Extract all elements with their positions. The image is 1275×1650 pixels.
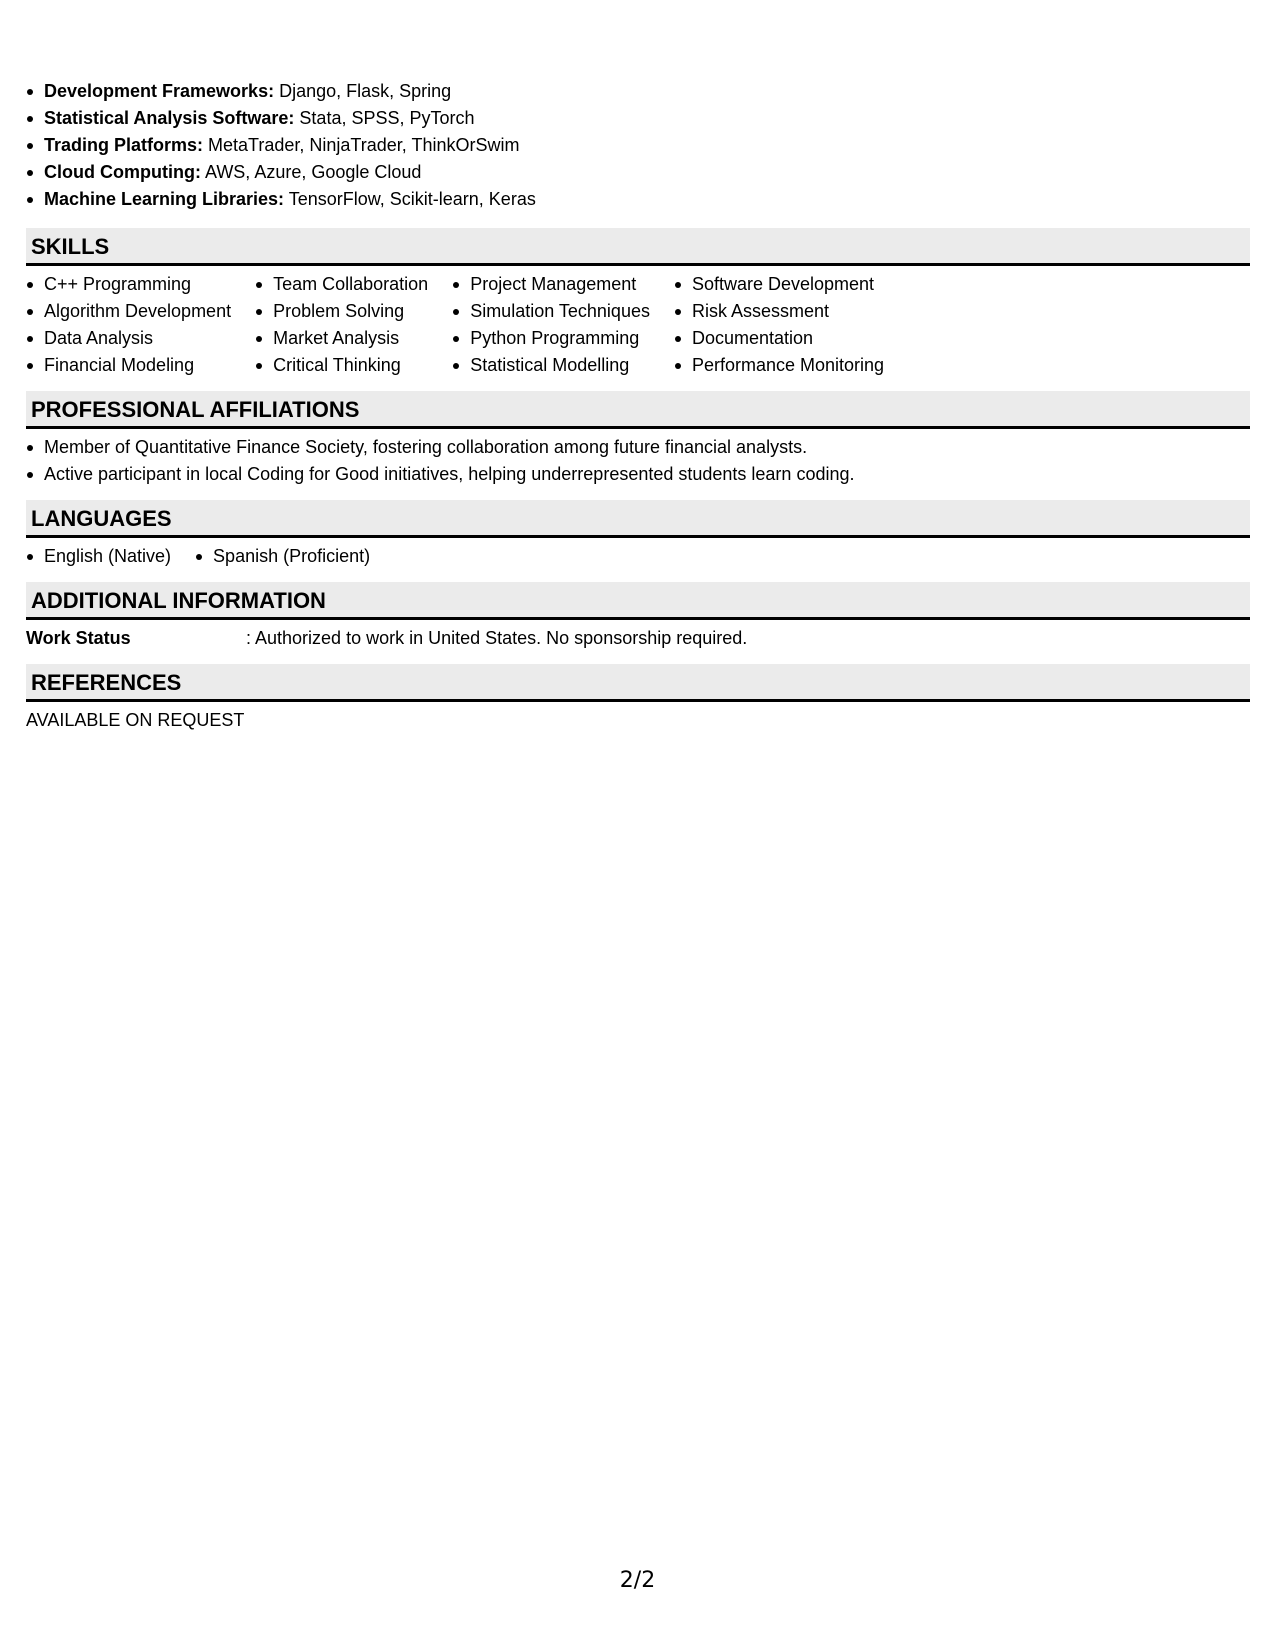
list-item: C++ Programming	[26, 271, 231, 298]
list-item: Statistical Modelling	[452, 352, 650, 379]
references-section	[26, 664, 1250, 734]
additional-info-section	[26, 582, 1250, 652]
list-item: Project Management	[452, 271, 650, 298]
list-item	[26, 78, 1250, 105]
list-item: Algorithm Development	[26, 298, 231, 325]
tech-label: Trading Platforms:	[44, 135, 204, 155]
list-item: Python Programming	[452, 325, 650, 352]
list-item: Critical Thinking	[255, 352, 428, 379]
list-item: Market Analysis	[255, 325, 428, 352]
affiliations-section	[26, 391, 1250, 488]
skills-column	[26, 271, 231, 379]
list-item: Problem Solving	[255, 298, 428, 325]
skills-section	[26, 228, 1250, 379]
tech-value: Django, Flask, Spring	[274, 81, 452, 101]
list-item	[26, 105, 1250, 132]
list-item	[26, 132, 1250, 159]
work-status-value: : Authorized to work in United States. No sponsorship required.	[246, 628, 748, 648]
list-item: Software Development	[674, 271, 884, 298]
affiliations-list	[26, 434, 1250, 488]
skills-column	[674, 271, 884, 379]
tech-label: Development Frameworks:	[44, 81, 275, 101]
list-item: Data Analysis	[26, 325, 231, 352]
tech-value: Stata, SPSS, PyTorch	[294, 108, 475, 128]
list-item	[26, 186, 1250, 213]
tech-value: AWS, Azure, Google Cloud	[200, 162, 422, 182]
work-status-row	[26, 625, 1250, 652]
section-title: PROFESSIONAL AFFILIATIONS	[26, 391, 1250, 429]
list-item: English (Native)	[26, 543, 171, 570]
section-title: REFERENCES	[26, 664, 1250, 702]
tech-label: Statistical Analysis Software:	[44, 108, 295, 128]
list-item	[26, 159, 1250, 186]
work-status-label: Work Status	[26, 628, 131, 648]
page-number: 2/2	[619, 1568, 656, 1593]
section-title: LANGUAGES	[26, 500, 1250, 538]
resume-page	[26, 78, 1250, 746]
tech-label: Cloud Computing:	[44, 162, 201, 182]
tech-value: TensorFlow, Scikit-learn, Keras	[284, 189, 536, 209]
languages-section	[26, 500, 1250, 570]
list-item: Risk Assessment	[674, 298, 884, 325]
references-text: AVAILABLE ON REQUEST	[26, 710, 245, 730]
skills-column	[452, 271, 650, 379]
list-item: Documentation	[674, 325, 884, 352]
tech-value: MetaTrader, NinjaTrader, ThinkOrSwim	[203, 135, 520, 155]
section-title: SKILLS	[26, 228, 1250, 266]
list-item: Active participant in local Coding for Good initiatives, helping underrepresented students learn coding.	[26, 461, 1250, 488]
list-item: Performance Monitoring	[674, 352, 884, 379]
list-item: Team Collaboration	[255, 271, 428, 298]
list-item: Simulation Techniques	[452, 298, 650, 325]
languages-list	[26, 543, 1250, 570]
list-item: Spanish (Proficient)	[195, 543, 370, 570]
skills-column	[255, 271, 428, 379]
list-item: Financial Modeling	[26, 352, 231, 379]
skills-columns	[26, 271, 1250, 379]
tech-label: Machine Learning Libraries:	[44, 189, 285, 209]
section-title: ADDITIONAL INFORMATION	[26, 582, 1250, 620]
technical-tools-list	[26, 78, 1250, 213]
list-item: Member of Quantitative Finance Society, fostering collaboration among future financial analysts.	[26, 434, 1250, 461]
